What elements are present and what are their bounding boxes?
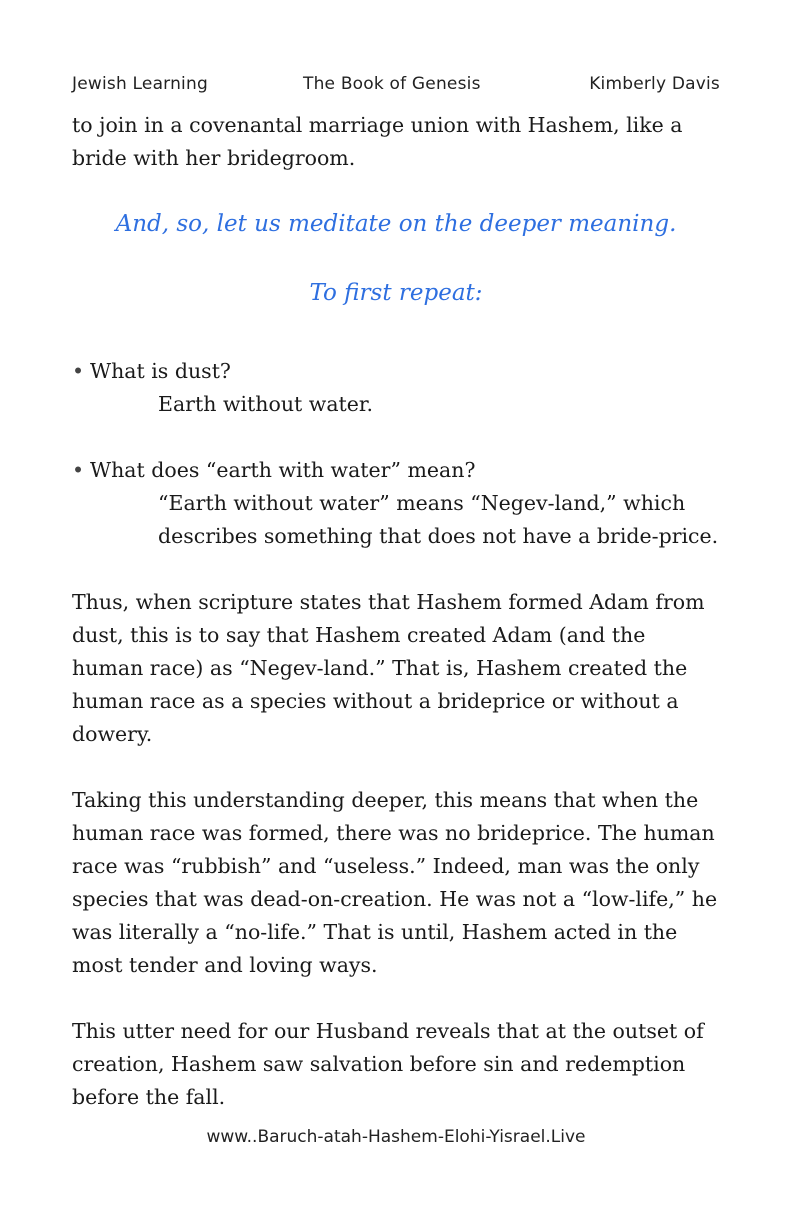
meditation-heading: And, so, let us meditate on the deeper meaning.	[115, 211, 677, 237]
repeat-heading: To first repeat:	[309, 280, 483, 306]
running-header	[72, 74, 720, 98]
bullet-answer: Earth without water.	[158, 392, 373, 416]
page-body	[72, 109, 732, 1147]
header-section-title: Jewish Learning	[72, 74, 208, 94]
intro-paragraph: to join in a covenantal marriage union with Hashem, like a bride with her bridegroom.	[72, 113, 683, 170]
bullet-answer: “Earth without water” means “Negev-land,” which describes something that does not have a bride-price.	[158, 491, 719, 548]
footer-url: www..Baruch-atah-Hashem-Elohi-Yisrael.Live	[206, 1127, 586, 1147]
header-author: Kimberly Davis	[589, 74, 720, 94]
bullet-question: What does “earth with water” mean?	[90, 458, 476, 482]
bullet-item	[72, 454, 732, 487]
bullet-icon: •	[72, 458, 85, 482]
bullet-item	[72, 355, 732, 388]
body-paragraph: Thus, when scripture states that Hashem formed Adam from dust, this is to say that Hashem created Adam (and the human race) as “Negev-land.” That is, Hashem created the human race as a species without a brideprice or without a dowery.	[72, 590, 705, 746]
bullet-question: What is dust?	[90, 359, 231, 383]
body-paragraph: This utter need for our Husband reveals that at the outset of creation, Hashem saw salvation before sin and redemption before the fall.	[72, 1019, 704, 1109]
bullet-icon: •	[72, 359, 85, 383]
body-paragraph: Taking this understanding deeper, this means that when the human race was formed, there was no brideprice. The human race was “rubbish” and “useless.” Indeed, man was the only species that was dead-on-creation. He was not a “low-life,” he was literally a “no-life.” That is until, Hashem acted in the most tender and loving ways.	[72, 788, 718, 977]
header-book-title: The Book of Genesis	[303, 74, 481, 94]
